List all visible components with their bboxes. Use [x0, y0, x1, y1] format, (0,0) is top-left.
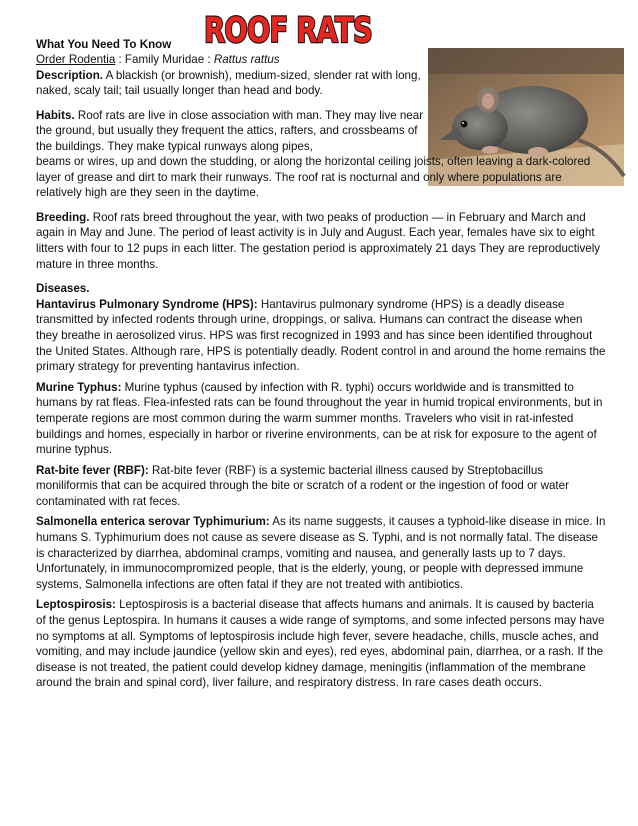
header-label: What You Need To Know — [36, 38, 172, 51]
habits-text-narrow: Roof rats are live in close association with man. They may live near the ground, but usually they frequent the attics, rafters, and crossbeams of the buildings. They make typical runways along pipes, — [36, 108, 424, 153]
habits-label: Habits. — [36, 108, 75, 122]
disease-text: Leptospirosis is a bacterial disease that affects humans and animals. It is caused by bacteria of the genus Leptospira. In humans it causes a wide range of symptoms, and some infected persons may have no symptoms at all. Symptoms of leptospirosis include high fever, severe headache, chills, muscle aches, and vomiting, and may include jaundice (yellow skin and eyes), red eyes, abdominal pain, diarrhea, or a rash. If the disease is not treated, the patient could develop kidney damage, meningitis (inflammation of the membrane around the brain and spinal cord), liver failure, and respiratory distress. In rare cases death occurs. — [36, 598, 605, 690]
disease-hps — [36, 297, 606, 375]
disease-rat-bite-fever — [36, 463, 606, 510]
breeding-label: Breeding. — [36, 210, 90, 224]
disease-label: Leptospirosis: — [36, 598, 116, 612]
intro-block — [36, 52, 424, 155]
taxonomy-order: Order Rodentia — [36, 53, 116, 66]
disease-text: Hantavirus pulmonary syndrome (HPS) is a deadly disease transmitted by infected rodents through urine, droppings, or saliva. Humans can contract the disease when they breathe in aerosolized virus. HPS was first recognized in 1993 and has since been identified throughout the United States. Although rare, HPS is potentially deadly. Rodent control in and around the home remains the primary strategy for preventing hantavirus infection. — [36, 297, 606, 374]
description-paragraph — [36, 68, 424, 99]
roof-rats-title — [200, 4, 380, 51]
disease-label: Salmonella enterica serovar Typhimurium: — [36, 515, 270, 529]
disease-text: Murine typhus (caused by infection with R. typhi) occurs worldwide and is transmitted to humans by rat fleas. Flea-infested rats can be found throughout the year in humid tropical environments, but in temperate regions are most common during the warm summer months. Travelers who visit in rat-infested buildings and homes, especially in harbor or riverine environments, can be at risk for exposure to the agent of murine typhus. — [36, 380, 603, 457]
taxonomy-species: Rattus rattus — [213, 53, 280, 66]
disease-text: Rat-bite fever (RBF) is a systemic bacterial illness caused by Streptobacillus moniliformis that can be acquired through the bite or scratch of a rodent or the ingestion of food or water contaminated with rat feces. — [36, 463, 569, 508]
breeding-text: Roof rats breed throughout the year, with two peaks of production — in February and March and again in May and June. The period of least activity is in July and August. Each year, females have six to eight litters with four to 12 pups in each litter. The gestation period is approximately 21 days They are reproductively mature in three months. — [36, 210, 601, 271]
title-text: ROOF RATS — [204, 11, 372, 51]
disease-text: As its name suggests, it causes a typhoid-like disease in mice. In humans S. Typhimurium does not cause as severe disease as S. Typhi, and is not normally fatal. The disease is characterized by diarrhea, abdominal cramps, vomiting and nausea, and generally lasts up to 7 days. Unfortunately, in immunocompromized people, that is the elderly, young, or people with depressed immune systems, Salmonella infections are often fatal if they are not treated with antibiotics. — [36, 515, 606, 591]
habits-paragraph — [36, 108, 424, 155]
disease-salmonella — [36, 514, 606, 592]
disease-leptospirosis — [36, 597, 606, 691]
disease-label: Murine Typhus: — [36, 380, 122, 394]
description-text: A blackish (or brownish), medium-sized, slender rat with long, naked, scaly tail; tail usually longer than head and body. — [36, 68, 421, 98]
habits-continued: beams or wires, up and down the studding, or along the horizontal ceiling joists, often leaving a dark-colored layer of grease and dirt to mark their runways. The roof rat is nocturnal and only where populations are relatively high are they seen in the daytime. — [36, 155, 591, 200]
disease-label: Rat-bite fever (RBF): — [36, 463, 149, 477]
disease-murine-typhus — [36, 380, 606, 458]
breeding-paragraph — [36, 210, 606, 272]
taxonomy-family: : Family Muridae : — [115, 53, 214, 66]
disease-label: Hantavirus Pulmonary Syndrome (HPS): — [36, 297, 258, 311]
main-block — [36, 154, 606, 691]
taxonomy-line — [36, 52, 424, 68]
diseases-heading: Diseases. — [36, 282, 90, 296]
description-label: Description. — [36, 68, 103, 82]
